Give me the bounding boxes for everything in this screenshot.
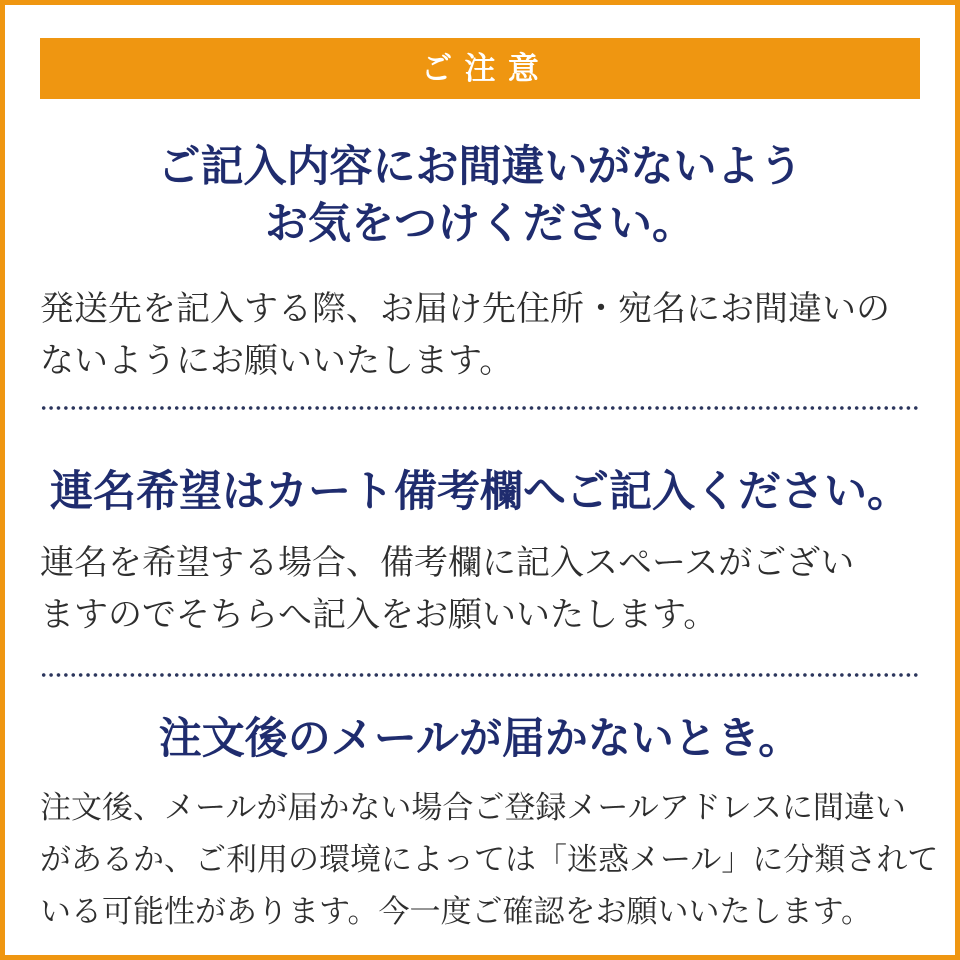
dotted-divider <box>40 673 920 677</box>
heading-line: 連名希望はカート備考欄へご記入ください。 <box>50 468 910 516</box>
heading-line: お気をつけください。 <box>265 200 695 248</box>
notice-title: ご注意 <box>421 51 552 86</box>
section-joint-name-request <box>40 464 920 641</box>
section-body <box>40 283 920 387</box>
section-entry-check <box>40 139 920 387</box>
section-heading <box>40 139 920 253</box>
section-heading <box>40 711 920 768</box>
dotted-divider <box>40 406 920 410</box>
section-body <box>40 782 939 938</box>
section-heading <box>40 464 920 521</box>
heading-line: 注文後のメールが届かないとき。 <box>158 715 802 763</box>
body-line: ますのでそちらへ記入をお願いいたします。 <box>40 596 718 634</box>
notice-header-bar <box>40 38 920 99</box>
body-line: 連名を希望する場合、備考欄に記入スペースがござい <box>40 544 855 582</box>
section-body <box>40 537 920 641</box>
body-line: 注文後、メールが届かない場合ご登録メールアドレスに間違い <box>40 790 906 825</box>
notice-content <box>5 139 955 938</box>
section-mail-not-received <box>40 711 939 938</box>
body-line: 発送先を記入する際、お届け先住所・宛名にお間違いの <box>40 290 890 328</box>
body-line: ないようにお願いいたします。 <box>40 342 514 380</box>
body-line: いる可能性があります。今一度ご確認をお願いいたします。 <box>40 894 873 929</box>
heading-line: ご記入内容にお間違いがないよう <box>157 143 803 191</box>
body-line: があるか、ご利用の環境によっては「迷惑メール」に分類されて <box>40 842 939 877</box>
